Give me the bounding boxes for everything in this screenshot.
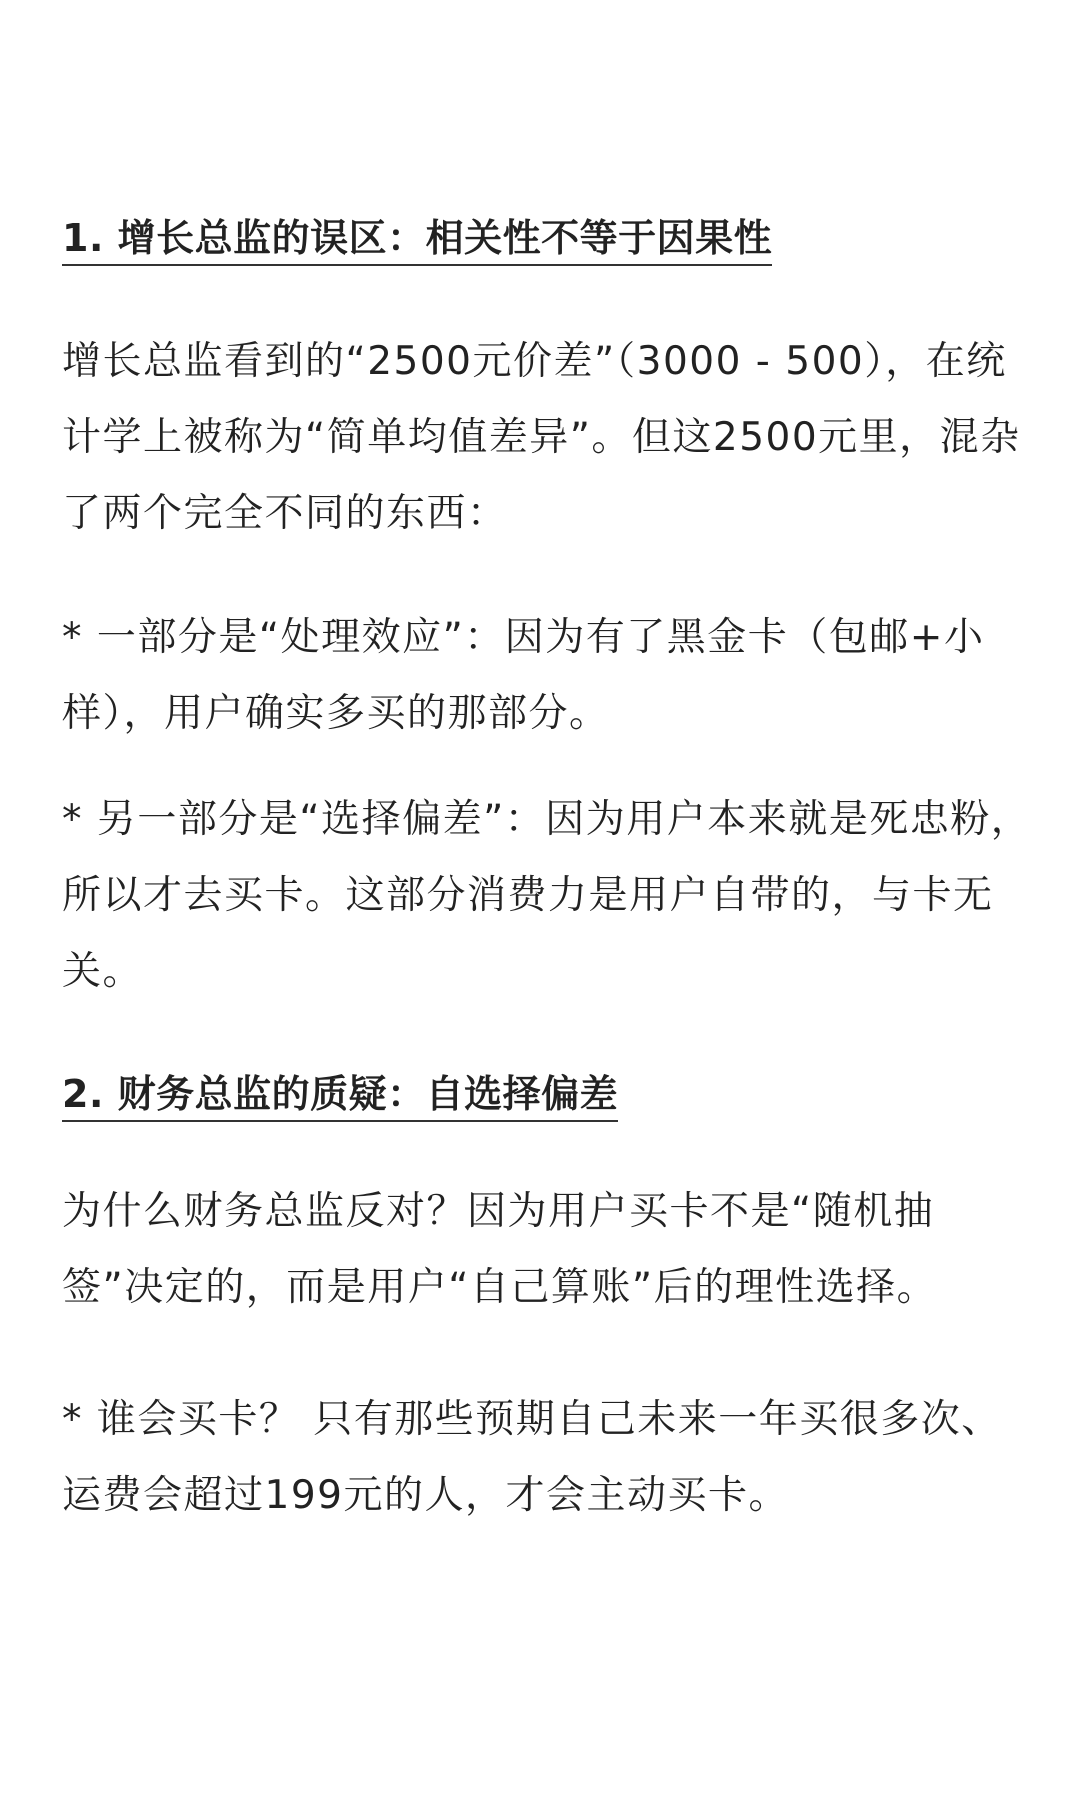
section-1-paragraph: 增长总监看到的“2500元价差”（3000 - 500），在统计学上被称为“简单均值差异”。但这2500元里，混杂了两个完全不同的东西： (62, 339, 1021, 536)
section-1-heading: 1. 增长总监的误区：相关性不等于因果性 (62, 214, 772, 266)
section-2-heading: 2. 财务总监的质疑：自选择偏差 (62, 1070, 618, 1122)
section-1-bullet-selection-bias: * 另一部分是“选择偏差”：因为用户本来就是死忠粉，所以才去买卡。这部分消费力是用户自带的，与卡无关。 (62, 797, 1032, 994)
section-2-paragraph: 为什么财务总监反对？因为用户买卡不是“随机抽签”决定的，而是用户“自己算账”后的理性选择。 (62, 1189, 938, 1310)
section-2-bullet-who-buys: * 谁会买卡？ 只有那些预期自己未来一年买很多次、运费会超过199元的人，才会主动买卡。 (62, 1397, 1002, 1518)
section-1-bullet-treatment-effect: * 一部分是“处理效应”：因为有了黑金卡（包邮+小样），用户确实多买的那部分。 (62, 615, 985, 736)
